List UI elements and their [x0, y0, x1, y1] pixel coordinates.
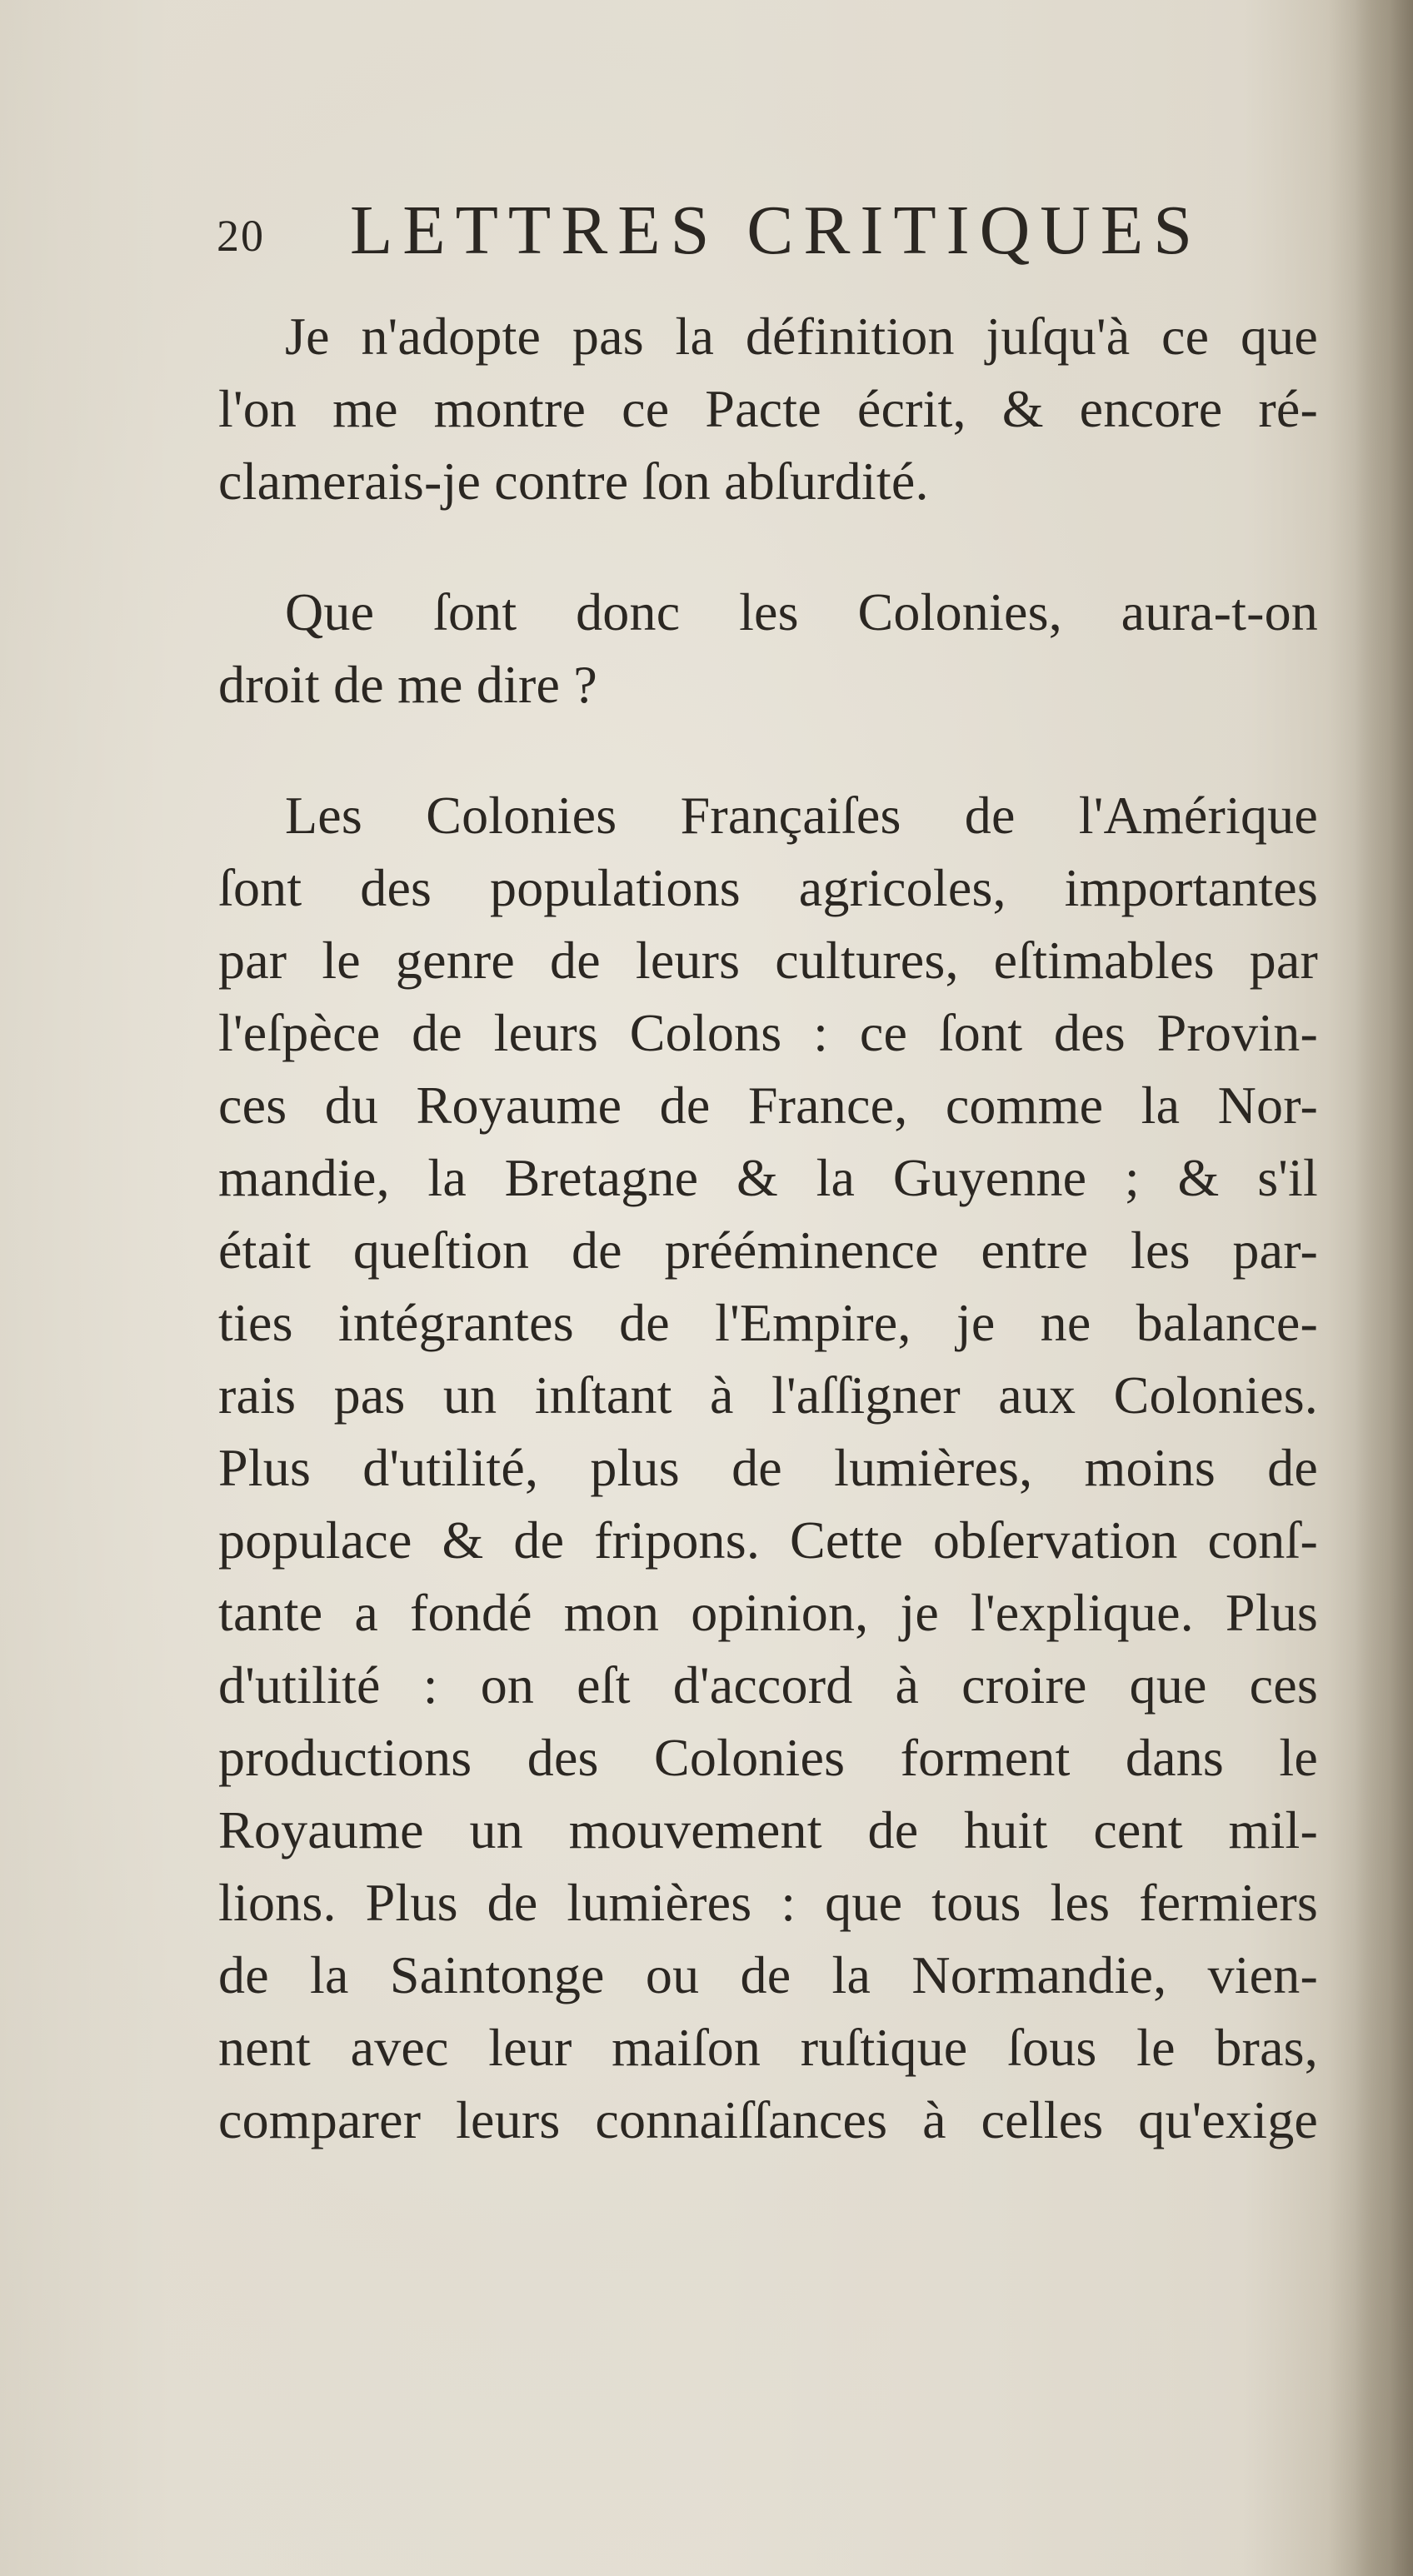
text-line: clamerais-je contre ſon abſurdité.: [218, 452, 929, 511]
text-line: nent avec leur maiſon ruſtique ſous le bras,: [218, 2018, 1318, 2077]
text-line: était queſtion de prééminence entre les par-: [218, 1221, 1318, 1280]
text-line: populace & de fripons. Cette obſervation conſ-: [218, 1510, 1318, 1570]
text-line: ſont des populations agricoles, importantes: [218, 858, 1318, 917]
text-line: droit de me dire ?: [218, 655, 597, 714]
body-text: [218, 300, 1318, 2214]
text-line: mandie, la Bretagne & la Guyenne ; & s'il: [218, 1148, 1318, 1207]
text-line: lions. Plus de lumières : que tous les fermiers: [218, 1873, 1318, 1932]
text-line: l'eſpèce de leurs Colons : ce ſont des Provin-: [218, 1003, 1318, 1062]
text-line: Royaume un mouvement de huit cent mil-: [218, 1800, 1318, 1860]
text-line: Que ſont donc les Colonies, aura-t-on: [285, 582, 1318, 642]
text-line: de la Saintonge ou de la Normandie, vien-: [218, 1945, 1318, 2004]
page-header: [217, 190, 1316, 282]
text-line: d'utilité : on eſt d'accord à croire que ces: [218, 1655, 1318, 1715]
text-line: tante a fondé mon opinion, je l'explique. Plus: [218, 1583, 1318, 1642]
text-line: rais pas un inſtant à l'aſſigner aux Colonies.: [218, 1365, 1318, 1425]
text-line: l'on me montre ce Pacte écrit, & encore ré-: [218, 379, 1318, 438]
paragraph-1: [218, 300, 1318, 517]
text-line: Je n'adopte pas la définition juſqu'à ce que: [285, 307, 1318, 366]
text-line: Plus d'utilité, plus de lumières, moins de: [218, 1438, 1318, 1497]
text-line: productions des Colonies forment dans le: [218, 1728, 1318, 1787]
page-number: 20: [217, 211, 265, 261]
page-edge-shadow: [1355, 0, 1413, 2576]
running-title: LETTRES CRITIQUES: [350, 192, 1202, 269]
text-line: comparer leurs connaiſſances à celles qu'exige: [218, 2090, 1318, 2149]
text-line: ties intégrantes de l'Empire, je ne balance-: [218, 1293, 1318, 1352]
text-line: ces du Royaume de France, comme la Nor-: [218, 1076, 1318, 1135]
paragraph-2: [218, 576, 1318, 721]
text-line: par le genre de leurs cultures, eſtimables par: [218, 931, 1318, 990]
text-line: Les Colonies Françaiſes de l'Amérique: [285, 786, 1318, 845]
paragraph-3: [218, 779, 1318, 2156]
